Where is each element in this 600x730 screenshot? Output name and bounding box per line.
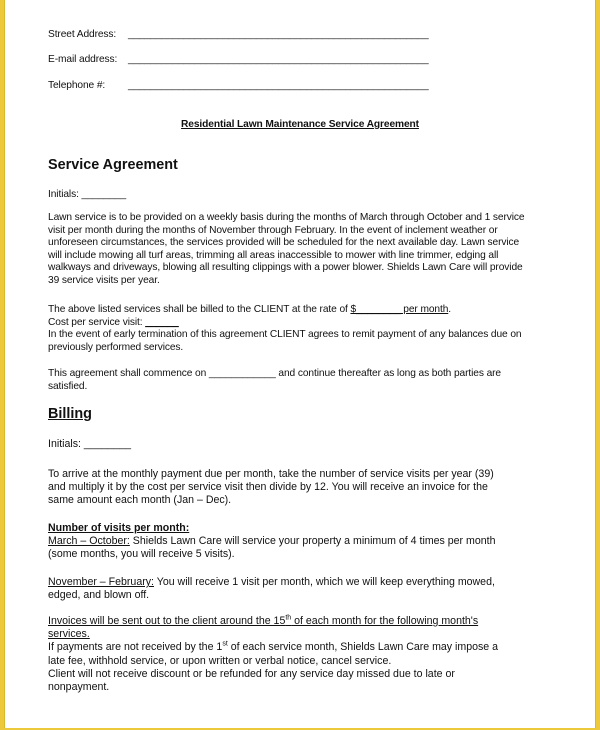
text-line: nonpayment. xyxy=(48,681,110,694)
nov-block xyxy=(48,576,548,602)
billing-description xyxy=(48,468,548,508)
visits-heading: Number of visits per month: xyxy=(48,522,190,534)
text-line: will include mowing all turf areas, trimming all areas inaccessible to mower with line trimmer, edging all xyxy=(48,249,499,261)
cost-line xyxy=(48,317,548,330)
march-label: March – October: xyxy=(48,535,130,548)
telephone-line: ______________________________________________________ xyxy=(128,80,429,91)
late-superscript: st xyxy=(222,640,228,648)
visits-block xyxy=(48,522,548,562)
email-address-label: E-mail address: xyxy=(48,54,118,65)
street-address-label: Street Address: xyxy=(48,29,117,40)
text-line: This agreement shall commence on ____________ and continue thereafter as long as both parties are xyxy=(48,368,502,379)
march-text: Shields Lawn Care will service your property a minimum of 4 times per month xyxy=(129,535,496,548)
rate-line xyxy=(48,304,548,317)
billing-heading: Billing xyxy=(48,406,92,422)
invoice-text-b: of each month for the following month's xyxy=(291,615,479,627)
agreement-title: Residential Lawn Maintenance Service Agreement xyxy=(181,119,419,130)
document-page xyxy=(4,0,596,728)
late-line xyxy=(48,641,548,654)
text-line: visit per month during the months of November through February. In the event of inclement weather or xyxy=(48,224,498,236)
commence-block xyxy=(48,368,548,393)
street-address-line: ______________________________________________________ xyxy=(128,29,429,40)
text-line: Client will not receive discount or be refunded for any service day missed due to late or xyxy=(48,667,455,680)
rate-blank: $________ per month xyxy=(350,304,449,315)
march-line xyxy=(48,535,548,548)
cost-blank: ______ xyxy=(145,316,179,328)
telephone-label: Telephone #: xyxy=(48,80,106,91)
text-line: To arrive at the monthly payment due per month, take the number of service visits per year (39) xyxy=(48,468,494,480)
text-line: late fee, withhold service, or upon written or verbal notice, cancel service. xyxy=(48,654,392,667)
nov-line xyxy=(48,576,548,589)
nov-text: You will receive 1 visit per month, which we will keep everything mowed, xyxy=(153,576,495,588)
text-line: services. xyxy=(48,628,90,641)
invoice-superscript: th xyxy=(285,614,292,622)
late-text-b: of each service month, Shields Lawn Care may impose a xyxy=(227,641,499,654)
text-line: walkways and driveways, blowing all resulting clippings with a power blower. Shields Lawn Care will provide xyxy=(48,262,523,274)
invoice-line xyxy=(48,615,548,628)
text-line: edged, and blown off. xyxy=(48,589,150,602)
text-line: same amount each month (Jan – Dec). xyxy=(48,494,232,507)
cost-text: Cost per service visit: xyxy=(48,316,146,328)
text-line: In the event of early termination of this agreement CLIENT agrees to remit payment of any balances due on xyxy=(48,329,522,341)
text-line: unforeseen circumstances, the services provided will be scheduled for the next available day. Lawn service xyxy=(48,237,520,249)
rate-text: The above listed services shall be billed to the CLIENT at the rate of xyxy=(48,304,351,315)
text-line: satisfied. xyxy=(48,380,88,392)
text-line: previously performed services. xyxy=(48,341,184,353)
text-line: Lawn service is to be provided on a weekly basis during the months of March through October and 1 service xyxy=(48,212,525,223)
billing-initials: Initials: ________ xyxy=(48,438,132,450)
rate-block xyxy=(48,304,548,354)
late-text-a: If payments are not received by the 1 xyxy=(48,641,223,654)
service-description xyxy=(48,212,548,288)
invoice-text-a: Invoices will be sent out to the client around the 15 xyxy=(48,615,286,627)
rate-period: . xyxy=(448,304,451,315)
nov-label: November – February: xyxy=(48,576,154,588)
text-line: 39 service visits per year. xyxy=(48,274,160,286)
text-line: (some months, you will receive 5 visits). xyxy=(48,548,235,561)
email-address-line: ______________________________________________________ xyxy=(128,54,429,65)
service-agreement-heading: Service Agreement xyxy=(48,157,178,173)
service-initials: Initials: ________ xyxy=(48,189,127,200)
invoice-block xyxy=(48,615,548,694)
text-line: and multiply it by the cost per service visit then divide by 12. You will receive an invoice for the xyxy=(48,481,488,494)
